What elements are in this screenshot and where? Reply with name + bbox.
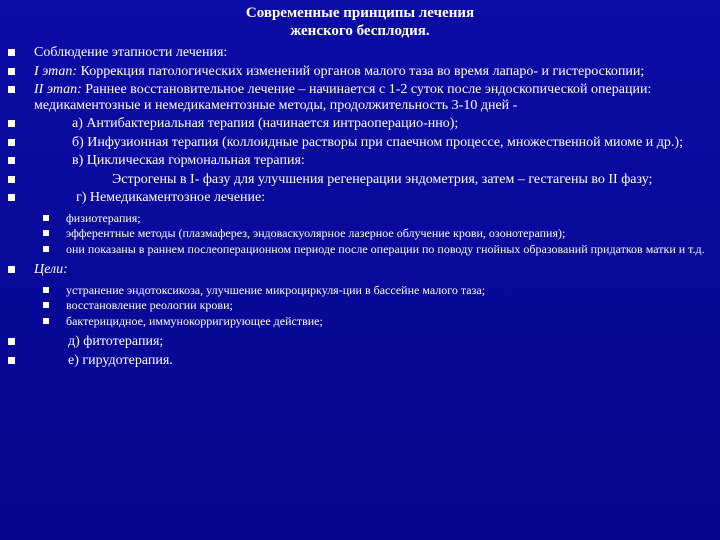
list-item — [6, 82, 714, 113]
square-bullet-icon — [8, 266, 15, 273]
list-item — [6, 135, 714, 151]
sub-list-item — [6, 284, 714, 298]
list-item-text: е) гирудотерапия. — [68, 352, 173, 368]
list-item-text: а) Антибактериальная терапия (начинается интраоперацио-нно); — [72, 116, 459, 131]
list-item — [6, 64, 714, 80]
slide-content — [6, 45, 714, 371]
slide-title — [150, 4, 570, 40]
goals-label: Цели: — [34, 262, 68, 277]
list-item-text: Эстрогены в I- фазу для улучшения регенерации эндометрия, затем – гестагены во II фазу; — [112, 171, 653, 187]
square-bullet-icon — [8, 68, 15, 75]
list-item — [6, 45, 714, 61]
list-item-text: б) Инфузионная терапия (коллоидные растворы при спаечном процессе, множественной миоме и др.); — [72, 134, 683, 150]
list-item-goals — [6, 262, 714, 278]
square-bullet-icon — [43, 246, 49, 252]
square-bullet-icon — [43, 302, 49, 308]
square-bullet-icon — [8, 120, 15, 127]
sub-list-methods — [6, 212, 714, 257]
list-item-text: Раннее восстановительное лечение – начинается с 1-2 суток после эндоскопической операции: медикаментозные и немедикаментозные методы, продолжительность 3-10 дней - — [34, 82, 652, 113]
sub-list-item-text: бактерицидное, иммунокорригирующее действие; — [66, 313, 323, 328]
square-bullet-icon — [8, 139, 15, 146]
square-bullet-icon — [8, 338, 15, 345]
sub-list-item-text: они показаны в раннем послеоперационном периоде после операции по поводу гнойных образований придатков матки и т.д. — [66, 241, 705, 256]
list-item — [6, 172, 714, 188]
square-bullet-icon — [8, 49, 15, 56]
square-bullet-icon — [8, 194, 15, 201]
list-item — [6, 353, 714, 369]
list-item — [6, 190, 714, 206]
square-bullet-icon — [43, 230, 49, 236]
sub-list-item — [6, 212, 714, 226]
stage-label: II этап: — [34, 82, 82, 97]
list-item — [6, 334, 714, 350]
square-bullet-icon — [43, 318, 49, 324]
stage-label: I этап: — [34, 63, 78, 79]
sub-list-item-text: физиотерапия; — [66, 210, 141, 225]
sub-list-goals — [6, 284, 714, 329]
square-bullet-icon — [8, 357, 15, 364]
sub-list-item-text: восстановление реологии крови; — [66, 298, 233, 312]
list-item — [6, 153, 714, 169]
sub-list-item-text: устранение эндотоксикоза, улучшение микроциркуля-ции в бассейне малого таза; — [66, 282, 486, 297]
square-bullet-icon — [8, 86, 15, 93]
list-item — [6, 116, 714, 132]
square-bullet-icon — [8, 157, 15, 164]
square-bullet-icon — [43, 287, 49, 293]
slide-title-line-1: Современные принципы лечения — [245, 5, 475, 21]
sub-list-item — [6, 315, 714, 329]
sub-list-item — [6, 227, 714, 241]
list-item-text: в) Циклическая гормональная терапия: — [72, 153, 305, 168]
slide-title-line-2: женского бесплодия. — [290, 23, 430, 39]
list-item-text: г) Немедикаментозное лечение: — [76, 190, 266, 205]
list-item-text: Соблюдение этапности лечения: — [34, 45, 228, 60]
sub-list-item-text: эфферентные методы (плазмаферез, эндоваскуолярное лазерное облучение крови, озонотерапия); — [66, 226, 566, 240]
sub-list-item — [6, 299, 714, 313]
list-item-text: Коррекция патологических изменений органов малого таза во время лапаро- и гистероскопии; — [77, 63, 645, 79]
square-bullet-icon — [8, 176, 15, 183]
list-item-text: д) фитотерапия; — [68, 334, 164, 349]
sub-list-item — [6, 243, 714, 257]
square-bullet-icon — [43, 215, 49, 221]
